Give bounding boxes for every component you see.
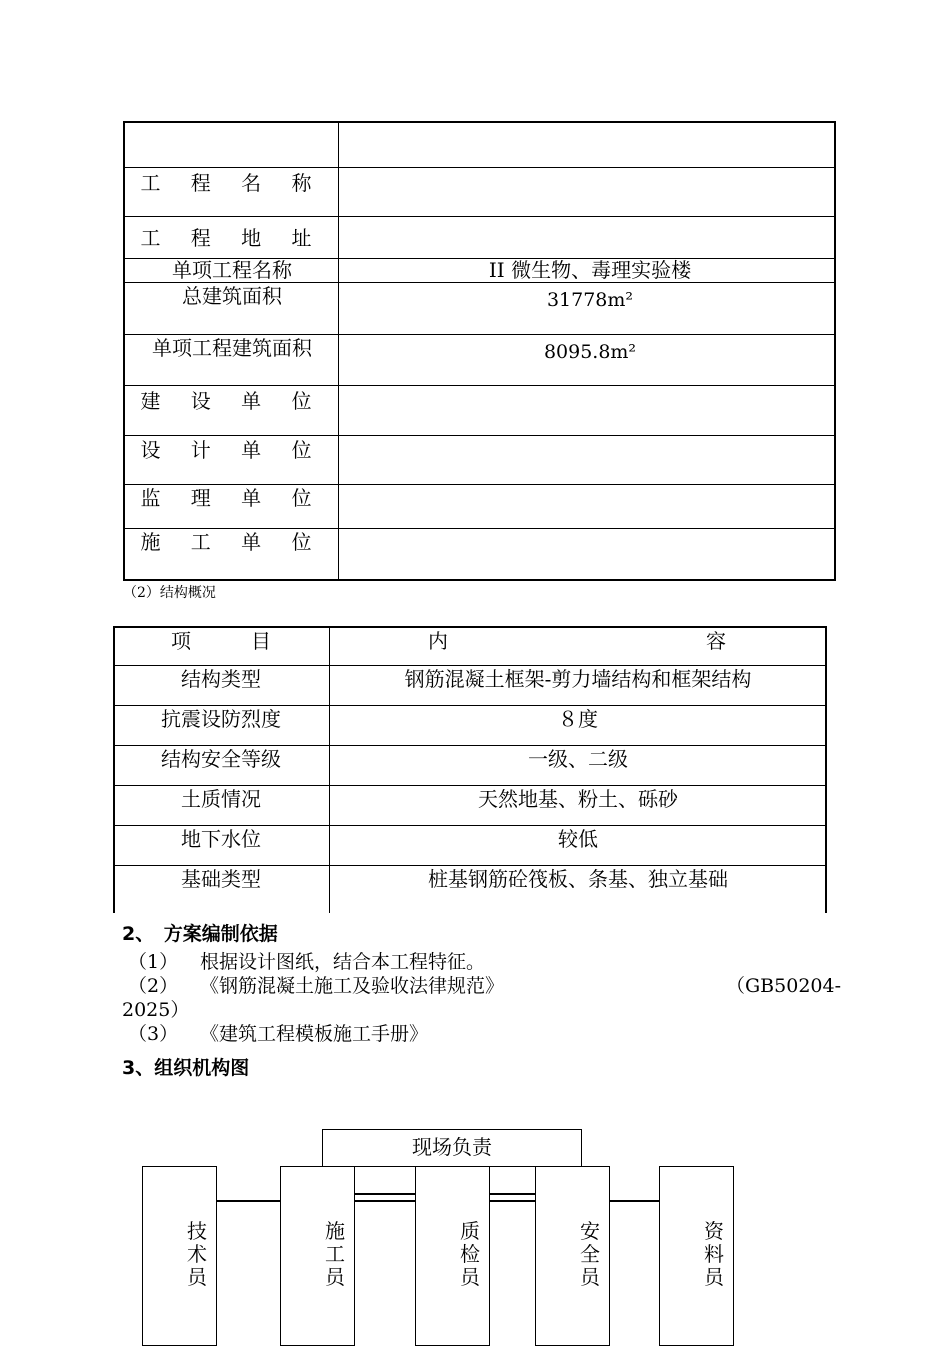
section3-heading: 3、组织机构图 — [122, 1057, 250, 1079]
basis-2-text: 《钢筋混凝土施工及验收法律规范》 — [200, 975, 505, 997]
label-construction-unit: 施 工 单 位 — [140, 530, 324, 554]
qc-staff-box — [415, 1166, 490, 1346]
row-divider — [125, 484, 834, 485]
label-project-name: 工 程 名 称 — [140, 171, 324, 195]
content-foundation: 桩基钢筋砼筏板、条基、独立基础 — [428, 867, 728, 891]
value-subproject-area: 8095.8m² — [543, 341, 637, 363]
connector — [354, 1193, 416, 1195]
label-design-unit: 设 计 单 位 — [140, 438, 324, 462]
item-soil: 土质情况 — [181, 787, 261, 811]
row-divider — [115, 745, 825, 746]
connector — [216, 1200, 281, 1202]
basis-2-code-cont: 2025） — [122, 999, 190, 1021]
basis-1-num: （1） — [128, 951, 179, 973]
tech-staff-label: 技术员 — [187, 1219, 207, 1289]
row-divider — [125, 435, 834, 436]
row-divider — [125, 334, 834, 335]
site-manager-label: 现场负责 — [412, 1135, 492, 1159]
value-total-area: 31778m² — [546, 289, 634, 311]
value-subproject-name: II 微生物、毒理实验楼 — [488, 258, 692, 282]
item-seismic: 抗震设防烈度 — [161, 707, 281, 731]
document-staff-box — [659, 1166, 734, 1346]
row-divider — [125, 167, 834, 168]
label-subproject-name: 单项工程名称 — [172, 258, 292, 282]
connector — [354, 1200, 416, 1202]
row-divider — [115, 865, 825, 866]
label-project-address: 工 程 地 址 — [140, 226, 324, 250]
header-content-left: 内 — [428, 629, 448, 653]
label-owner-unit: 建 设 单 位 — [140, 389, 324, 413]
basis-1-text: 根据设计图纸，结合本工程特征。 — [200, 951, 486, 973]
construction-staff-label: 施工员 — [325, 1219, 345, 1289]
connector — [489, 1193, 536, 1195]
content-safety-grade: 一级、二级 — [528, 747, 628, 771]
connector — [609, 1200, 660, 1202]
item-structure-type: 结构类型 — [181, 667, 261, 691]
safety-staff-label: 安全员 — [580, 1219, 600, 1289]
row-divider — [115, 705, 825, 706]
row-divider — [125, 385, 834, 386]
connector — [489, 1200, 536, 1202]
row-divider — [115, 785, 825, 786]
row-divider — [125, 216, 834, 217]
row-divider — [115, 665, 825, 666]
construction-staff-box — [280, 1166, 355, 1346]
row-divider — [125, 528, 834, 529]
basis-3-num: （3） — [128, 1023, 179, 1045]
item-groundwater: 地下水位 — [181, 827, 261, 851]
section2-heading: 2、 方案编制依据 — [122, 923, 278, 945]
basis-2-num: （2） — [128, 975, 179, 997]
document-staff-label: 资料员 — [704, 1219, 724, 1289]
content-structure-type: 钢筋混凝土框架-剪力墙结构和框架结构 — [404, 667, 752, 691]
basis-2-code: （GB50204- — [726, 975, 842, 997]
item-foundation: 基础类型 — [181, 867, 261, 891]
content-groundwater: 较低 — [558, 827, 598, 851]
row-divider — [115, 825, 825, 826]
label-supervision-unit: 监 理 单 位 — [140, 486, 324, 510]
site-manager-box — [322, 1129, 582, 1167]
structure-caption: （2）结构概况 — [123, 585, 216, 601]
qc-staff-label: 质检员 — [460, 1219, 480, 1289]
tech-staff-box — [142, 1166, 217, 1346]
row-divider — [125, 282, 834, 283]
label-subproject-area: 单项工程建筑面积 — [152, 336, 312, 360]
content-soil: 天然地基、粉土、砾砂 — [478, 787, 678, 811]
header-content-right: 容 — [706, 629, 726, 653]
content-seismic: ８度 — [558, 707, 598, 731]
basis-3-text: 《建筑工程模板施工手册》 — [200, 1023, 429, 1045]
safety-staff-box — [535, 1166, 610, 1346]
label-total-area: 总建筑面积 — [182, 284, 282, 308]
header-item: 项 目 — [171, 629, 271, 653]
item-safety-grade: 结构安全等级 — [161, 747, 281, 771]
